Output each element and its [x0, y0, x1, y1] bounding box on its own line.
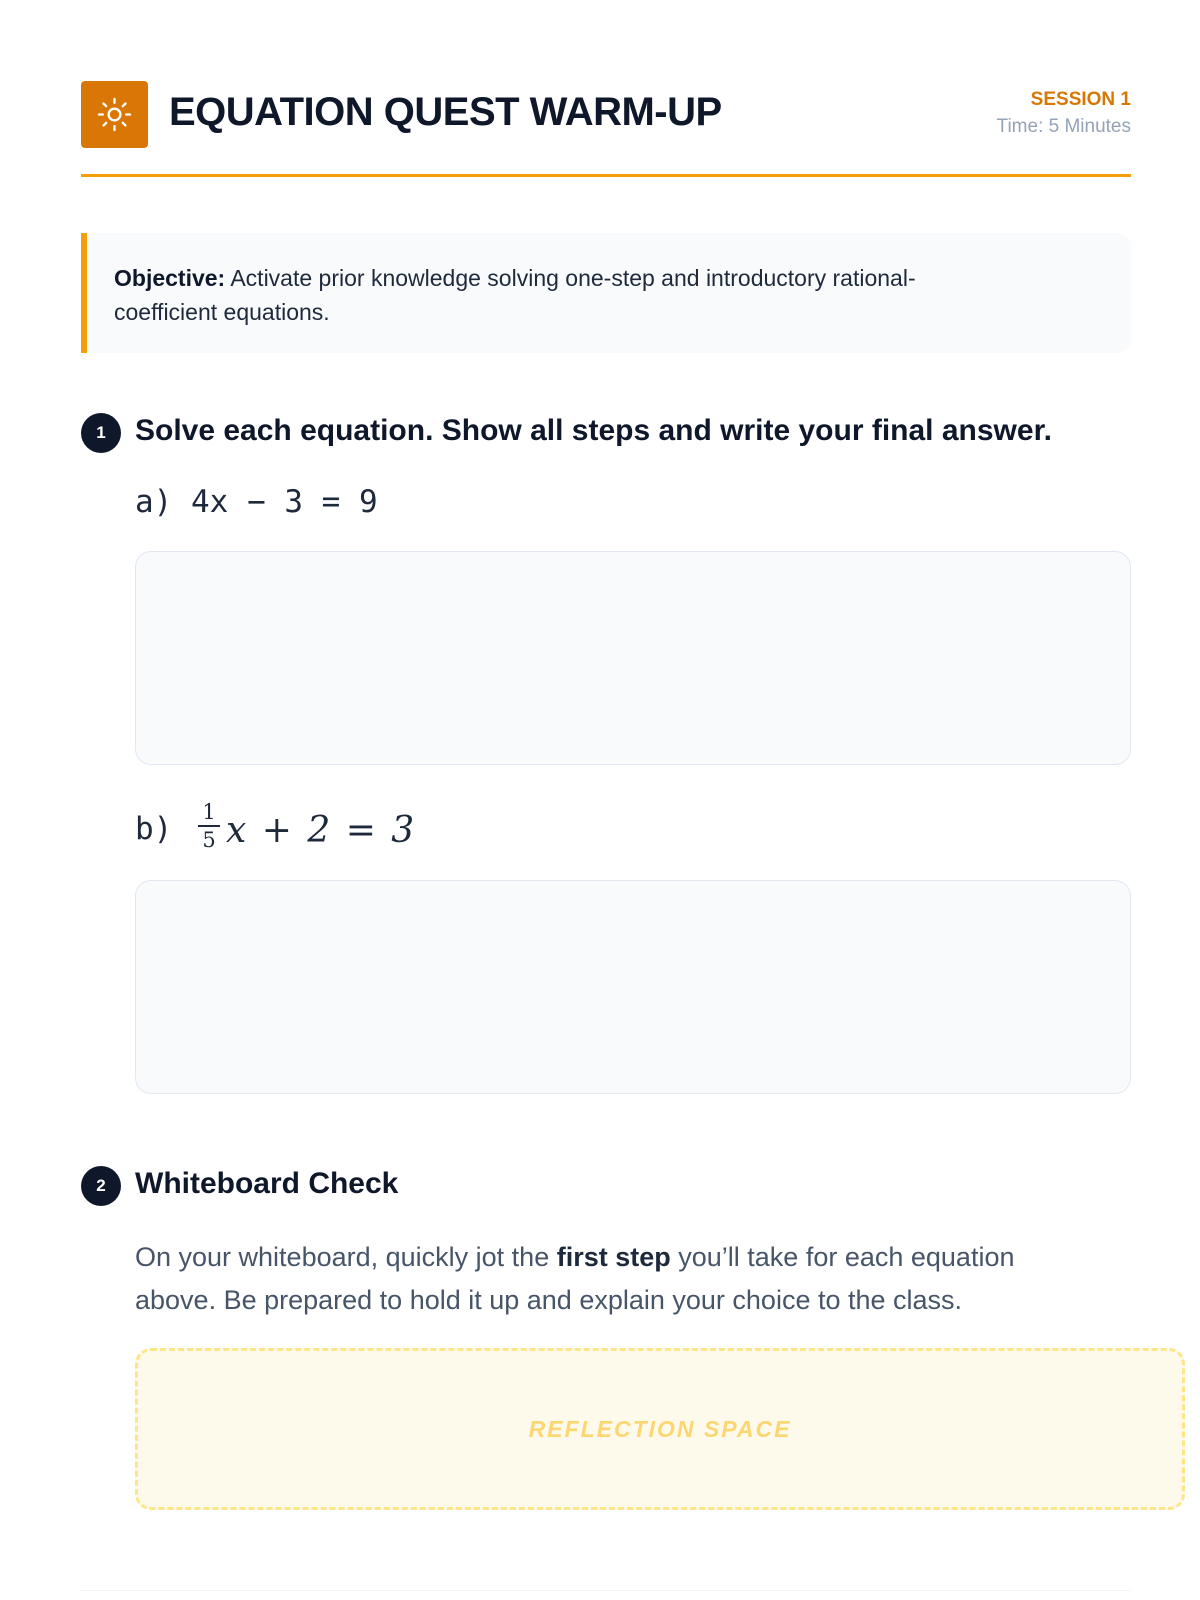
time-label: Time: 5 Minutes [996, 116, 1131, 137]
objective-text: Activate prior knowledge solving one-step and introductory rational-coefficient equations. [114, 265, 916, 325]
answer-box-a[interactable] [135, 551, 1131, 765]
instructions-bold: first step [556, 1242, 671, 1272]
sun-icon [81, 81, 148, 148]
answer-box-b[interactable] [135, 880, 1131, 1094]
session-label: SESSION 1 [1030, 89, 1131, 110]
problem-a-label: a) [135, 484, 173, 520]
fraction-denominator: 5 [202, 827, 216, 852]
whiteboard-instructions [135, 1236, 1095, 1322]
problem-a [135, 484, 378, 520]
objective-box [81, 233, 1131, 353]
section-1-title: Solve each equation. Show all steps and write your final answer. [135, 414, 1052, 447]
problem-b-label: b) [135, 811, 173, 847]
problem-a-equation: 4x − 3 = 9 [191, 484, 378, 520]
reflection-space[interactable]: REFLECTION SPACE [135, 1348, 1185, 1510]
section-2-number: 2 [81, 1166, 121, 1206]
instructions-part-1: On your whiteboard, quickly jot the [135, 1242, 557, 1272]
problem-b-equation: x + 2 = 3 [226, 810, 415, 851]
objective-label: Objective: [114, 265, 226, 291]
fraction-bar [198, 825, 220, 827]
section-2-title: Whiteboard Check [135, 1167, 399, 1200]
header [81, 81, 1131, 177]
footer-divider [81, 1590, 1131, 1591]
problem-b-fraction [198, 800, 220, 852]
fraction-numerator: 1 [202, 800, 216, 824]
instructions-part-2: you’ll take for each equation above. Be prepared to hold it up and explain your choice to the class. [135, 1242, 1015, 1315]
section-1-number: 1 [81, 413, 121, 453]
page-title: EQUATION QUEST WARM-UP [169, 90, 722, 134]
